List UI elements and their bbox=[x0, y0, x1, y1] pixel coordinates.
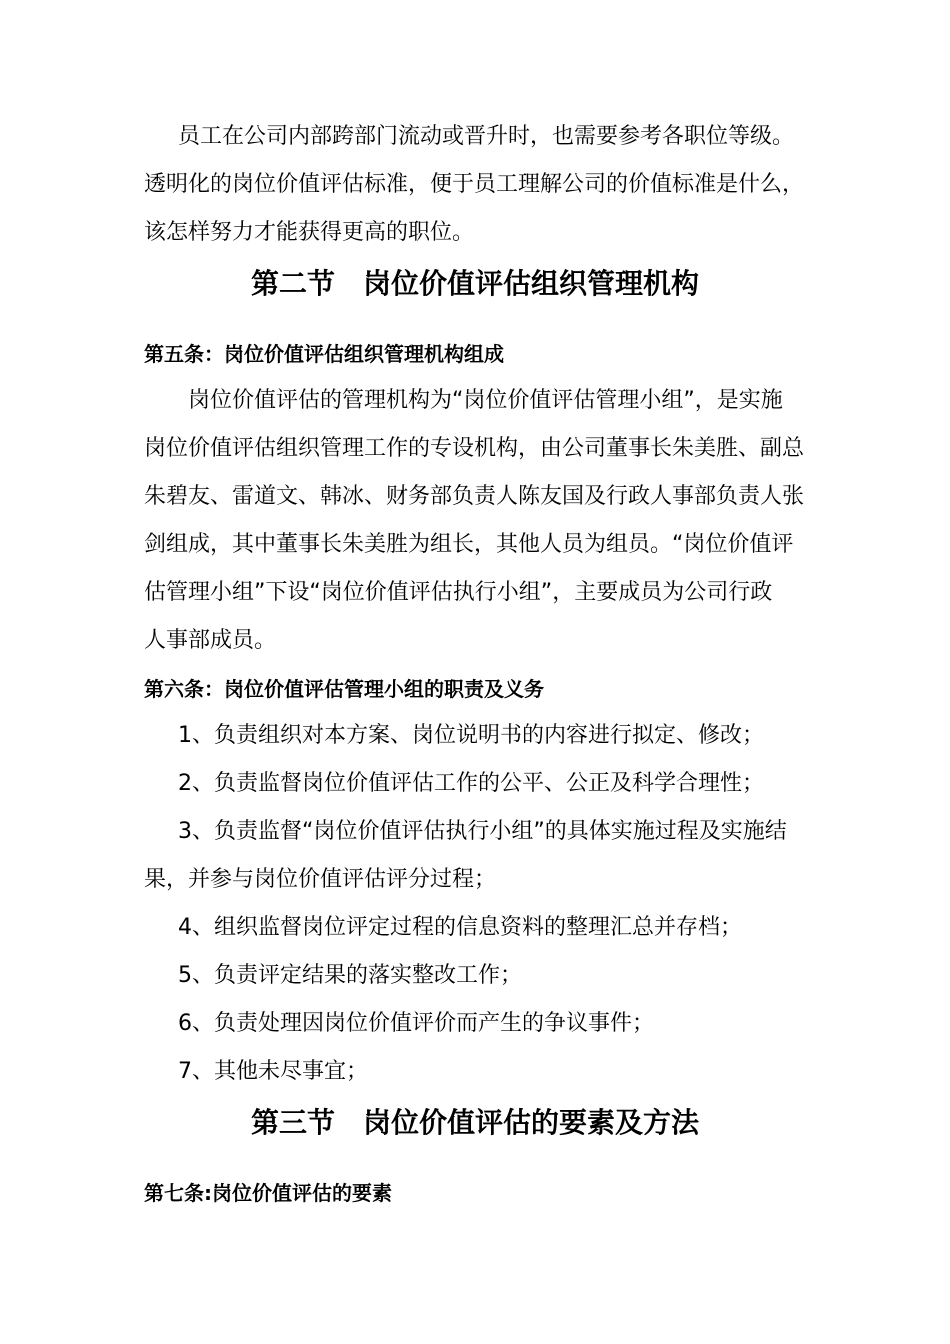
section-2-heading: 第二节 岗位价值评估组织管理机构 bbox=[250, 267, 699, 300]
article-5-line-6: 人事部成员。 bbox=[144, 628, 277, 653]
article-6-item-1: 1、负责组织对本方案、岗位说明书的内容进行拟定、修改； bbox=[178, 723, 764, 748]
article-7-title: 第七条:岗位价值评估的要素 bbox=[144, 1181, 392, 1205]
article-5-line-1: 岗位价值评估的管理机构为“岗位价值评估管理小组”，是实施 bbox=[188, 388, 783, 413]
article-6-title: 第六条：岗位价值评估管理小组的职责及义务 bbox=[144, 677, 544, 701]
section-3-heading: 第三节 岗位价值评估的要素及方法 bbox=[250, 1106, 699, 1139]
article-6-item-7: 7、其他未尽事宜； bbox=[178, 1059, 368, 1084]
article-6-item-4: 4、组织监督岗位评定过程的信息资料的整理汇总并存档； bbox=[178, 915, 742, 940]
intro-line-1: 员工在公司内部跨部门流动或晋升时，也需要参考各职位等级。 bbox=[178, 124, 795, 149]
article-6-item-5: 5、负责评定结果的落实整改工作； bbox=[178, 963, 522, 988]
article-5-line-2: 岗位价值评估组织管理工作的专设机构，由公司董事长朱美胜、副总 bbox=[144, 436, 805, 461]
article-5-line-4: 剑组成，其中董事长朱美胜为组长，其他人员为组员。“岗位价值评 bbox=[144, 532, 794, 557]
article-6-item-6: 6、负责处理因岗位价值评价而产生的争议事件； bbox=[178, 1011, 654, 1036]
intro-line-3: 该怎样努力才能获得更高的职位。 bbox=[144, 220, 475, 245]
article-5-line-3: 朱碧友、雷道文、韩冰、财务部负责人陈友国及行政人事部负责人张 bbox=[144, 484, 805, 509]
article-5-line-5: 估管理小组”下设“岗位价值评估执行小组”，主要成员为公司行政 bbox=[144, 580, 773, 605]
article-6-item-3: 3、负责监督“岗位价值评估执行小组”的具体实施过程及实施结 bbox=[178, 819, 787, 844]
article-6-item-2: 2、负责监督岗位价值评估工作的公平、公正及科学合理性； bbox=[178, 771, 764, 796]
article-5-title: 第五条：岗位价值评估组织管理机构组成 bbox=[144, 342, 504, 366]
intro-line-2: 透明化的岗位价值评估标准，便于员工理解公司的价值标准是什么， bbox=[144, 172, 805, 197]
article-6-item-3-cont: 果，并参与岗位价值评估评分过程； bbox=[144, 867, 497, 892]
